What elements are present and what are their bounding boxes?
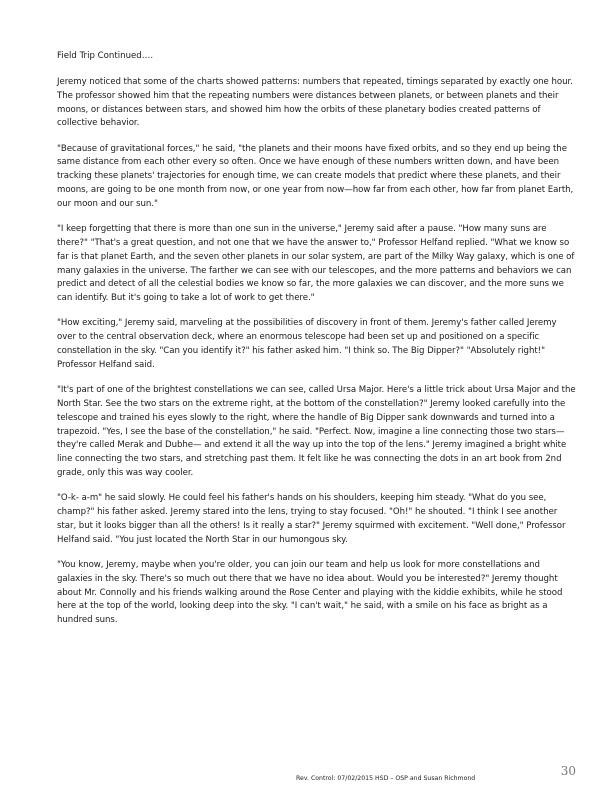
story-body — [57, 76, 577, 639]
revision-footer: Rev. Control: 07/02/2015 HSD – OSP and Susan Richmond — [296, 775, 476, 782]
paragraph-4: "How exciting," Jeremy said, marveling at the possibilities of discovery in front of them. Jeremy's father called Jeremy over to the central observation deck, where an enormous telescope had been set up and positioned on a specific constellation in the sky. "Can you identify it?" his father asked him. "I think so. The Big Dipper?" "Absolutely right!" Professor Helfand said. — [57, 318, 557, 370]
paragraph-7: "You know, Jeremy, maybe when you're older, you can join our team and help us look for more constellations and galaxies in the sky. There's so much out there that we have no idea about. Would you be interested?" Jeremy thought about Mr. Connolly and his friends walking around the Rose Center and playing with the kiddie exhibits, while he stood here at the top of the world, looking deep into the sky. "I can't wait," he said, with a smile on his face as bright as a hundred suns. — [57, 559, 563, 626]
paragraph-1: Jeremy noticed that some of the charts showed patterns: numbers that repeated, timings separated by exactly one hour. The professor showed him that the repeating numbers were distances between planets, or between planets and their moons, or distances between stars, and showed him how the orbits of these planetary bodies created patterns of collective behavior. — [57, 77, 573, 129]
page-heading: Field Trip Continued…. — [57, 51, 154, 61]
paragraph-2: "Because of gravitational forces," he said, "the planets and their moons have fixed orbits, and so they end up being the same distance from each other every so often. Once we have enough of these numbers written down, and have been tracking these planets' trajectories for enough time, we can create models that predict where these planets, and their moons, are going to be one month from now, or one year from now—how far from each other, how far from planet Earth, our moon and our sun." — [57, 143, 574, 209]
paragraph-5: "It's part of one of the brightest constellations we can see, called Ursa Major. Here's a little trick about Ursa Major and the North Star. See the two stars on the extreme right, at the bottom of the constellation?" Jeremy looked carefully into the telescope and trained his eyes slowly to the right, where the handle of Big Dipper sank downwards and turned into a trapezoid. "Yes, I see the base of the constellation," he said. "Perfect. Now, imagine a line connecting those two stars—they're called Merak and Dubhe— and extend it all the way up into the top of the lens." Jeremy imagined a bright white line connecting the two stars, and stretching past them. It felt like he was connecting the dots in an art book from 2nd grade, only this was way cooler. — [57, 385, 576, 478]
paragraph-6: "O-k- a-m" he said slowly. He could feel his father's hands on his shoulders, keeping him steady. "What do you see, champ?" his father asked. Jeremy stared into the lens, trying to stay focused. "Oh!" he shouted. "I think I see another star, but it looks bigger than all the others! Is it really a star?" Jeremy squirmed with excitement. "Well done," Professor Helfand said. "You just located the North Star in our humongous sky. — [57, 493, 566, 545]
paragraph-3: "I keep forgetting that there is more than one sun in the universe," Jeremy said after a pause. "How many suns are there?" "That's a great question, and not one that we have the answer to," Professor Helfand replied. "What we know so far is that planet Earth, and the seven other planets in our solar system, are part of the Milky Way galaxy, which is one of many galaxies in the universe. The farther we can see with our telescopes, and the more patterns and behaviors we can predict and detect of all the celestial bodies we know so far, the more galaxies we can discover, and the more suns we can identify. But it's going to take a lot of work to get there." — [57, 224, 575, 304]
page-number: 30 — [560, 764, 576, 778]
